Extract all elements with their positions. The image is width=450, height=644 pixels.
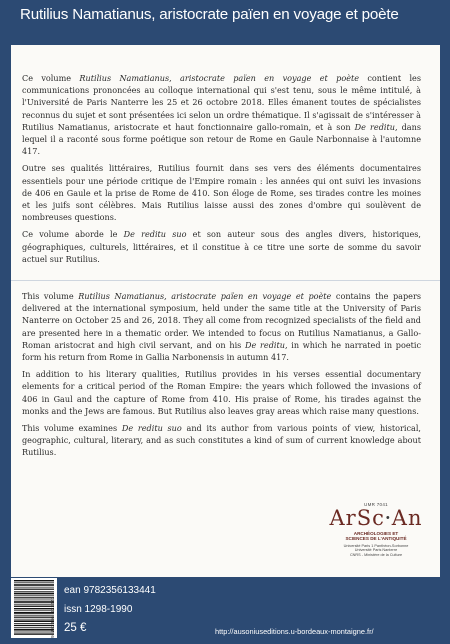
logo-name: ArSc•An [329,506,423,530]
logo-subtitle-2: SCIENCES DE L'ANTIQUITÉ [345,536,407,542]
publisher-url[interactable]: http://ausoniuseditions.u-bordeaux-montaigne.fr/ [215,627,374,636]
issn-number: issn 1298-1990 [64,604,133,615]
logo-affiliation: Université Paris 1 Panthéon-Sorbonne Université Paris Nanterre CNRS - Ministère de la Culture [343,543,409,557]
french-description [22,72,421,270]
arscan-logo [322,502,430,574]
logo-subtitle-1: ARCHÉOLOGIES ET [353,530,399,536]
french-paragraph-1: Ce volume Rutilius Namatianus, aristocrate païen en voyage et poète contient les communications prononcées au colloque international qui s'est tenu, sous le même intitulé, à l'Université de Paris Nanterre les 25 et 26 octobre 2018. Elles émanent toutes de spécialistes reconnus du sujet et sont présentées ici selon un ordre thématique. Il s'agissait de s'intéresser à Rutilius Namatianus, aristocrate et haut fonctionnaire gallo-romain, et à son De reditu, dans lequel il a raconté sous forme poétique son retour de Rome en Gaule Narbonnaise à l'automne 417. [22,73,421,157]
ean-number: ean 9782356133441 [64,585,156,596]
barcode-digits: 9 782356 133441 [51,596,56,638]
section-divider [11,280,440,281]
english-paragraph-1: This volume Rutilius Namatianus, aristocrate païen en voyage et poète contains the papers delivered at the international symposium, held under the same title at the University of Paris Nanterre on October 25 and 26, 2018. They all come from recognized specialists of the field and are presented here in a thematic order. We intended to focus on Rutilius Namatianus, a Gallo-Roman aristocrat and high civil servant, and on his De reditu, in which he narrated in poetic form his return from Rome in Gallia Narbonensis in autumn 417. [22,291,421,363]
french-paragraph-2: Outre ses qualités littéraires, Rutilius fournit dans ses vers des éléments documentaires essentiels pour une période critique de l'Empire romain : les années qui ont suivi les invasions de 406 en Gaule et la prise de Rome de 410. Son éloge de Rome, ses tirades contre les moines et les juifs sont célèbres. Mais Rutilius laisse aussi des zones d'ombre qui soulèvent de nombreuses questions. [22,163,421,223]
price: 25 € [64,622,87,634]
english-paragraph-2: In addition to his literary qualities, Rutilius provides in his verses essential documentary elements for a critical period of the Roman Empire: the years which followed the invasions of 406 in Gaul and the capture of Rome from 410. His praise of Rome, his tirades against the monks and the Jews are famous. But Rutilius also leaves gray areas which raise many questions. [22,369,421,416]
french-paragraph-3: Ce volume aborde le De reditu suo et son auteur sous des angles divers, historiques, géographiques, culturels, littéraires, et il constitue à ce titre une sorte de somme du savoir actuel sur Rutilius. [22,229,421,264]
logo-lab-code: UMR 7041 [364,502,388,507]
book-title: Rutilius Namatianus, aristocrate païen en voyage et poète [20,6,399,23]
barcode-bars-icon [14,580,54,636]
english-paragraph-3: This volume examines De reditu suo and its author from various points of view, historical, geographic, cultural, literary, and as such constitutes a kind of sum of current knowledge about Rutilius. [22,423,422,458]
barcode [11,578,57,638]
english-description [22,290,421,464]
